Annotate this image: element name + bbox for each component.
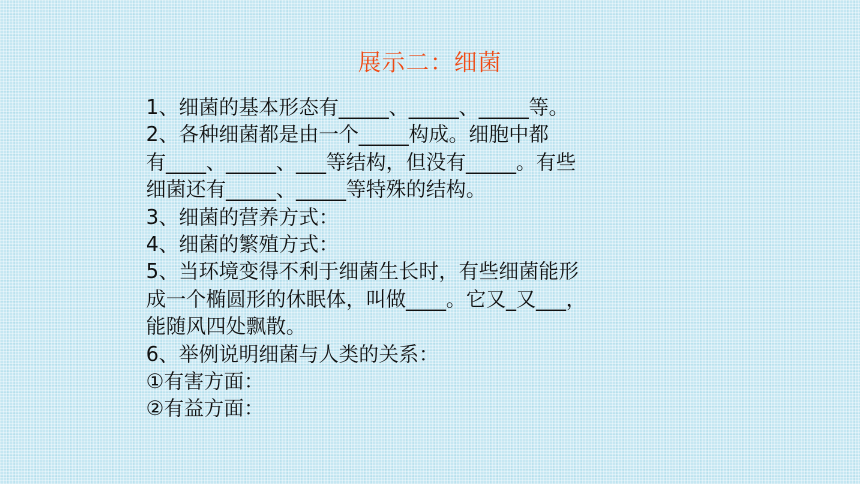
- question-line-8: 成一个椭圆形的休眠体，叫做____。它又_又___，: [146, 286, 586, 311]
- question-line-7: 5、当环境变得不利于细菌生长时，有些细菌能形: [146, 259, 579, 284]
- question-line-10: 6、举例说明细菌与人类的关系：: [146, 341, 439, 366]
- question-line-3: 有____、_____、___等结构，但没有_____。有些: [146, 149, 576, 174]
- question-line-6: 4、细菌的繁殖方式：: [146, 232, 339, 257]
- slide-title: 展示二：细菌: [358, 50, 502, 76]
- question-line-9: 能随风四处飘散。: [146, 314, 306, 339]
- question-line-1: 1、细菌的基本形态有_____、_____、_____等。: [146, 95, 569, 119]
- question-line-11: ①有害方面：: [146, 369, 264, 394]
- question-line-2: 2、各种细菌都是由一个_____构成。细胞中都: [146, 122, 549, 147]
- question-line-12: ②有益方面：: [146, 396, 264, 421]
- question-line-5: 3、细菌的营养方式：: [146, 204, 339, 229]
- question-list: [146, 94, 706, 423]
- question-line-4: 细菌还有_____、_____等特殊的结构。: [146, 177, 486, 202]
